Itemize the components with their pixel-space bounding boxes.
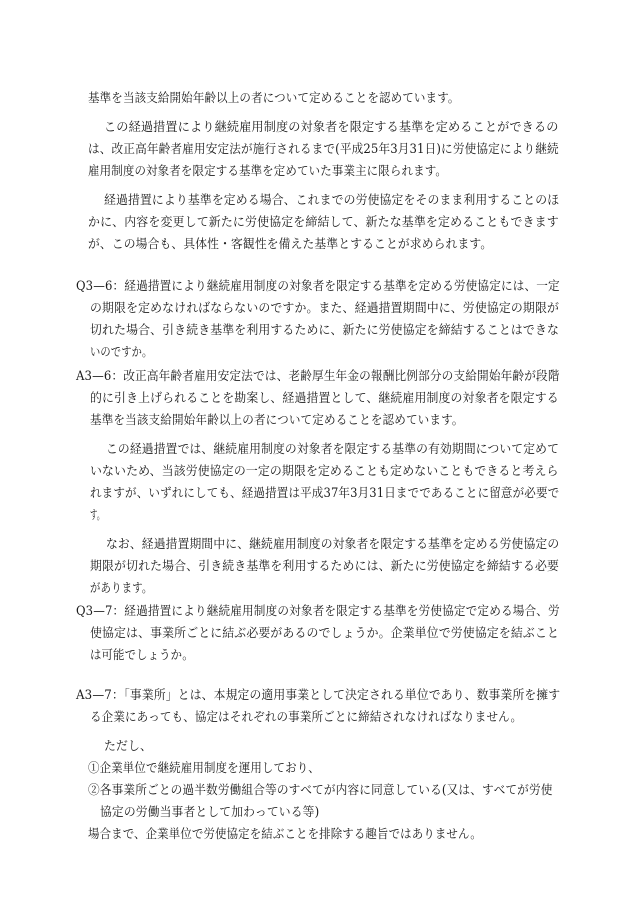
text-line: 雇用制度の対象者を限定する基準を定めていた事業主に限られます。 — [88, 163, 448, 178]
text-line: ①企業単位で継続雇用制度を運用しており、 — [88, 760, 320, 775]
text-line: ただし、 — [104, 738, 152, 753]
text-line: この経過措置では、継続雇用制度の対象者を限定する基準の有効期間について定めて — [106, 441, 560, 456]
text-line: 切れた場合、引き続き基準を利用するために、新たに労使協定を締結することはできな — [90, 322, 560, 337]
text-line: があります。 — [90, 580, 153, 595]
text-line: 場合まで、企業単位で労使協定を結ぶことを排除する趣旨ではありません。 — [88, 826, 482, 841]
text-line: が、この場合も、具体性・客観性を備えた基準とすることが求められます。 — [88, 236, 493, 251]
text-line: 的に引き上げられることを勘案し、経過措置として、継続雇用制度の対象者を限定する — [90, 390, 559, 405]
text-line: 期限が切れた場合、引き続き基準を利用するためには、新たに労使協定を締結する必要 — [90, 558, 560, 573]
text-line: ②各事業所ごとの過半数労働組合等のすべてが内容に同意している(又は、すべてが労使 — [88, 782, 553, 797]
text-line: Q3—6：経過措置により継続雇用制度の対象者を限定する基準を定める労使協定には、一定 — [76, 278, 560, 293]
text-line: かに、内容を変更して新たに労使協定を締結して、新たな基準を定めることもできます — [88, 214, 559, 229]
text-line: 基準を当該支給開始年齢以上の者について定めることを認めています。 — [88, 90, 460, 105]
text-line: 経過措置により基準を定める場合、これまでの労使協定をそのまま利用することのほ — [104, 192, 560, 207]
text-line: す。 — [90, 507, 105, 522]
text-line: いないため、当該労使協定の一定の期限を定めることも定めないこともできると考えら — [90, 463, 559, 478]
text-line: 協定の労働当事者として加わっている等) — [100, 804, 320, 819]
text-line: この経過措置により継続雇用制度の対象者を限定する基準を定めることができるの — [104, 119, 559, 134]
text-line: いのですか。 — [90, 344, 153, 359]
text-line: の期限を定めなければならないのですか。また、経過措置期間中に、労使協定の期限が — [90, 300, 560, 315]
text-line: 使協定は、事業所ごとに結ぶ必要があるのでしょうか。企業単位で労使協定を結ぶこと — [90, 625, 560, 640]
text-line: A3—7：「事業所」とは、本規定の適用事業として決定される単位であり、数事業所を擁す — [76, 687, 561, 702]
text-line: A3—6：改正高年齢者雇用安定法では、老齢厚生年金の報酬比例部分の支給開始年齢が段階 — [76, 368, 560, 383]
text-line: は、改正高年齢者雇用安定法が施行されるまで(平成25年3月31日)に労使協定により継続 — [88, 141, 559, 156]
text-line: る企業にあっても、協定はそれぞれの事業所ごとに締結されなければなりません。 — [90, 709, 523, 724]
text-line: れますが、いずれにしても、経過措置は平成37年3月31日までであることに留意が必要で — [90, 485, 560, 500]
text-line: Q3—7：経過措置により継続雇用制度の対象者を限定する基準を労使協定で定める場合、労 — [76, 603, 560, 618]
text-line: は可能でしょうか。 — [90, 647, 194, 662]
text-line: 基準を当該支給開始年齢以上の者について定めることを認めています。 — [90, 412, 464, 427]
text-line: なお、経過措置期間中に、継続雇用制度の対象者を限定する基準を定める労使協定の — [106, 536, 560, 551]
